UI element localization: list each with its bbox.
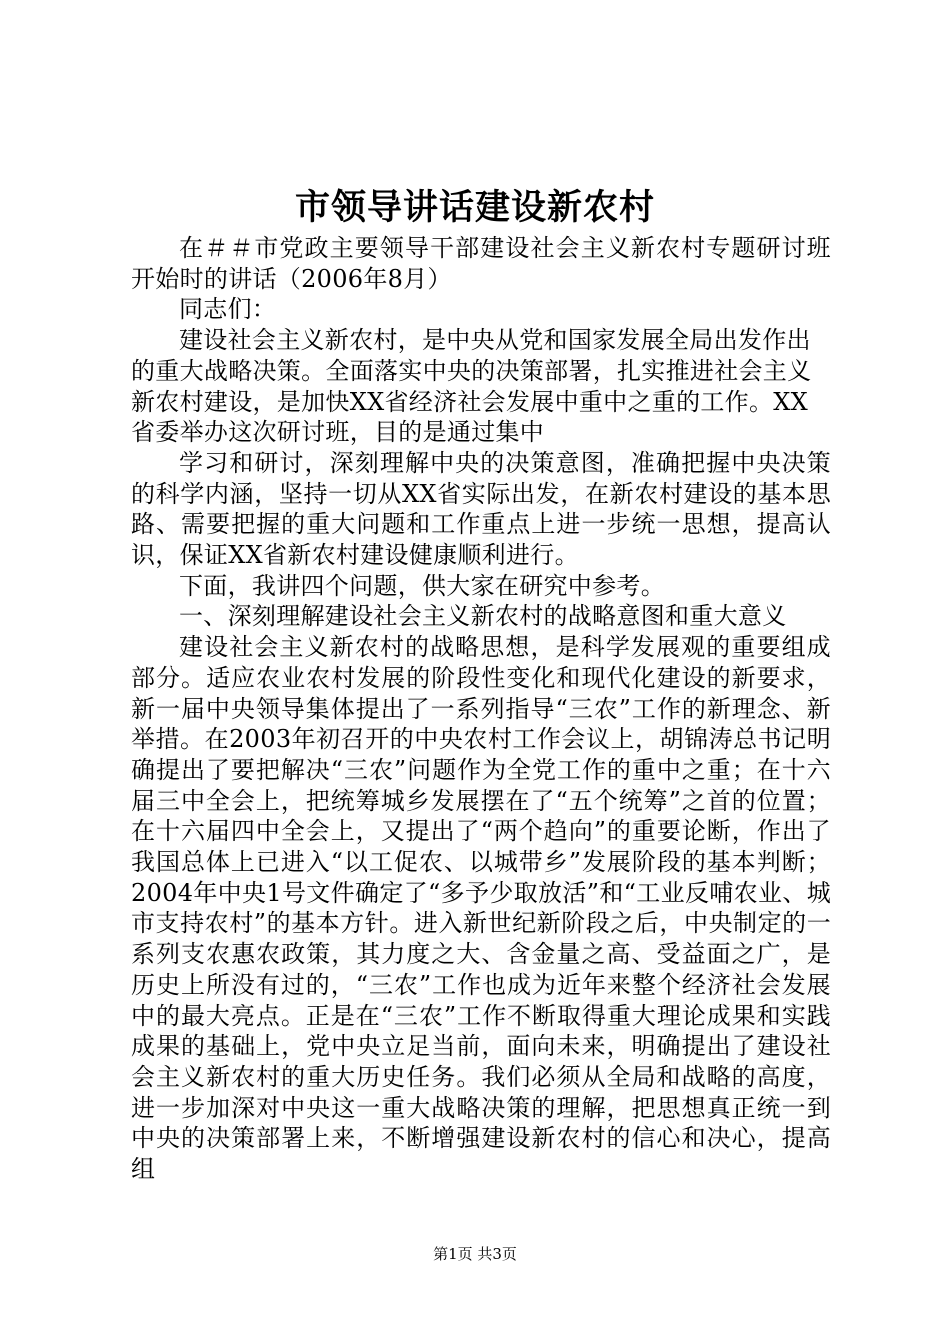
page-number-footer: 第1页 共3页 [433, 1245, 517, 1263]
paragraph-section-one: 建设社会主义新农村的战略思想，是科学发展观的重要组成部分。适应农业农村发展的阶段性变化和现代化建设的新要求，新一届中央领导集体提出了一系列指导“三农”工作的新理念、新举措。在2003年初召开的中央农村工作会议上，胡锦涛总书记明确提出了要把解决“三农”问题作为全党工作的重中之重；在十六届三中全会上，把统筹城乡发展摆在了“五个统筹”之首的位置；在十六届四中全会上，又提出了“两个趋向”的重要论断，作出了我国总体上已进入“以工促农、以城带乡”发展阶段的基本判断；2004年中央1号文件确定了“多予少取放活”和“工业反哺农业、城市支持农村”的基本方针。进入新世纪新阶段之后，中央制定的一系列支农惠农政策，其力度之大、含金量之高、受益面之广，是历史上所没有过的，“三农”工作也成为近年来整个经济社会发展中的最大亮点。正是在“三农”工作不断取得重大理论成果和实践成果的基础上，党中央立足当前，面向未来，明确提出了建设社会主义新农村的重大历史任务。我们必须从全局和战略的高度，进一步加深对中央这一重大战略决策的理解，把思想真正统一到中央的决策部署上来，不断增强建设新农村的信心和决心，提高组 [131, 633, 831, 1184]
document-body [131, 233, 831, 1185]
paragraph-heading-note: 在＃＃市党政主要领导干部建设社会主义新农村专题研讨班开始时的讲话（2006年8月） [131, 234, 831, 293]
document-title: 市领导讲话建设新农村 [294, 187, 655, 228]
paragraph-outline: 下面，我讲四个问题，供大家在研究中参考。 [179, 571, 665, 600]
paragraph-intro: 建设社会主义新农村，是中央从党和国家发展全局出发作出的重大战略决策。全面落实中央的决策部署，扎实推进社会主义新农村建设，是加快XX省经济社会发展中重中之重的工作。XX省委举办这次研讨班，目的是通过集中 [131, 326, 812, 447]
paragraph-purpose: 学习和研讨，深刻理解中央的决策意图，准确把握中央决策的科学内涵，坚持一切从XX省实际出发，在新农村建设的基本思路、需要把握的重大问题和工作重点上进一步统一思想，提高认识，保证XX省新农村建设健康顺利进行。 [131, 448, 831, 570]
section-heading-one: 一、深刻理解建设社会主义新农村的战略意图和重大意义 [179, 602, 787, 631]
paragraph-salutation: 同志们： [179, 295, 277, 324]
